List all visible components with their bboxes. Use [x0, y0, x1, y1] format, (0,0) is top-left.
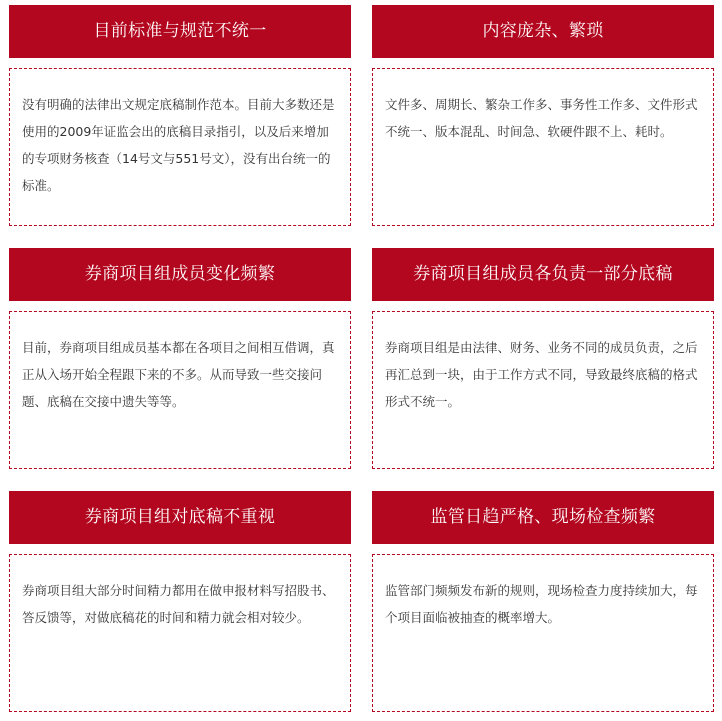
- card-low-priority: [9, 491, 351, 712]
- card-body: 监管部门频频发布新的规则，现场检查力度持续加大，每个项目面临被抽查的概率增大。: [372, 554, 714, 712]
- card-title: 券商项目组对底稿不重视: [9, 491, 351, 544]
- card-body: 目前，券商项目组成员基本都在各项目之间相互借调，真正从入场开始全程跟下来的不多。从而导致一些交接问题、底稿在交接中遗失等等。: [9, 311, 351, 469]
- card-title: 券商项目组成员各负责一部分底稿: [372, 248, 714, 301]
- card-title: 券商项目组成员变化频繁: [9, 248, 351, 301]
- card-frequent-member-changes: [9, 248, 351, 469]
- card-body: 文件多、周期长、繁杂工作多、事务性工作多、文件形式不统一、版本混乱、时间急、软硬件跟不上、耗时。: [372, 68, 714, 226]
- card-title: 内容庞杂、繁琐: [372, 5, 714, 58]
- card-title: 目前标准与规范不统一: [9, 5, 351, 58]
- card-body: 券商项目组大部分时间精力都用在做申报材料写招股书、答反馈等，对做底稿花的时间和精力就会相对较少。: [9, 554, 351, 712]
- card-inconsistent-standards: [9, 5, 351, 226]
- card-body: 券商项目组是由法律、财务、业务不同的成员负责，之后再汇总到一块，由于工作方式不同，导致最终底稿的格式形式不统一。: [372, 311, 714, 469]
- card-split-responsibility: [372, 248, 714, 469]
- card-complex-content: [372, 5, 714, 226]
- card-body: 没有明确的法律出文规定底稿制作范本。目前大多数还是使用的2009年证监会出的底稿目录指引，以及后来增加的专项财务核查（14号文与551号文），没有出台统一的标准。: [9, 68, 351, 226]
- card-title: 监管日趋严格、现场检查频繁: [372, 491, 714, 544]
- card-strict-regulation: [372, 491, 714, 712]
